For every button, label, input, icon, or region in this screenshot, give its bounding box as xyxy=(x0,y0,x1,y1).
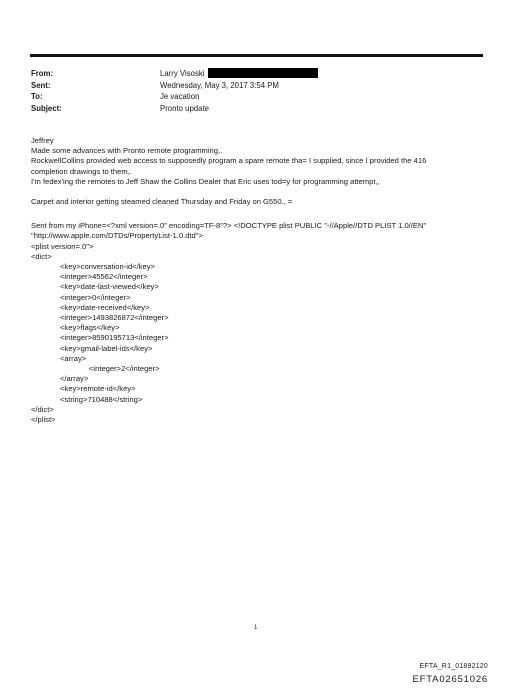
to-value: Je vacation xyxy=(160,92,200,102)
xml-line: <string>710488</string> xyxy=(60,394,143,404)
subject-label: Subject: xyxy=(31,103,62,113)
xml-line: </array> xyxy=(60,374,89,384)
page-number: 1 xyxy=(254,625,258,631)
subject-value: Pronto update xyxy=(160,103,209,113)
to-row xyxy=(31,91,481,103)
from-name: Larry Visoski xyxy=(160,69,205,78)
xml-line: <key>remote-id</key> xyxy=(60,384,136,394)
xml-line: <integer>45562</integer> xyxy=(60,272,148,282)
from-value xyxy=(160,68,318,80)
bates-number-small: EFTA_R1_01892120 xyxy=(419,663,488,670)
email-header xyxy=(31,68,481,114)
bates-number-large: EFTA02651026 xyxy=(412,674,488,685)
xml-line: <integer>1493826872</integer> xyxy=(60,313,169,323)
xml-line: <key>conversation-id</key> xyxy=(60,262,155,272)
xml-line: <dict> xyxy=(31,251,52,261)
xml-line: <plist version=.0"> xyxy=(31,241,94,251)
xml-line: </dict> xyxy=(31,404,54,414)
sent-label: Sent: xyxy=(31,80,51,90)
to-label: To: xyxy=(31,92,43,102)
email-body xyxy=(31,136,486,425)
xml-line: <key>gmail-label-ids</key> xyxy=(60,343,153,353)
xml-line: <integer>2</integer> xyxy=(89,364,160,374)
redaction-box xyxy=(208,68,318,78)
sent-row xyxy=(31,80,481,92)
xml-line: <integer>0</integer> xyxy=(60,292,131,302)
body-line: RockwellCollins provided web access to supposedly program a spare remote tha= I supplied, since I provided the 416 xyxy=(31,156,427,166)
xml-line: <key>date-received</key> xyxy=(60,302,150,312)
sent-value: Wednesday, May 3, 2017 3:54 PM xyxy=(160,80,279,90)
xml-line: <integer>8590195713</integer> xyxy=(60,333,169,343)
xml-line: </plist> xyxy=(31,415,56,425)
from-row xyxy=(31,68,481,80)
body-line: completion drawings to them,. xyxy=(31,166,132,176)
xml-line: Sent from my iPhone=<?xml version=.0" encoding=TF-8"?> <!DOCTYPE plist PUBLIC "-//Apple//DTD PLIST 1.0//EN" xyxy=(31,221,427,231)
xml-line: <key>flags</key> xyxy=(60,323,120,333)
xml-line: <key>date-last-viewed</key> xyxy=(60,282,159,292)
body-line: Made some advances with Pronto remote programming,. xyxy=(31,146,223,156)
subject-row xyxy=(31,103,481,115)
body-line: Carpet and interior getting steamed cleaned Thursday and Friday on G550., = xyxy=(31,197,293,207)
body-line: I'm fedex'ing the remotes to Jeff Shaw the Collins Dealer that Eric uses tod=y for programming attempt,, xyxy=(31,176,380,186)
from-label: From: xyxy=(31,69,54,78)
greeting: Jeffrey xyxy=(31,136,54,145)
xml-line: "http://www.apple.com/DTDs/PropertyList-1.0.dtd"> xyxy=(31,231,203,241)
header-rule xyxy=(30,54,483,57)
xml-line: <array> xyxy=(60,353,87,363)
